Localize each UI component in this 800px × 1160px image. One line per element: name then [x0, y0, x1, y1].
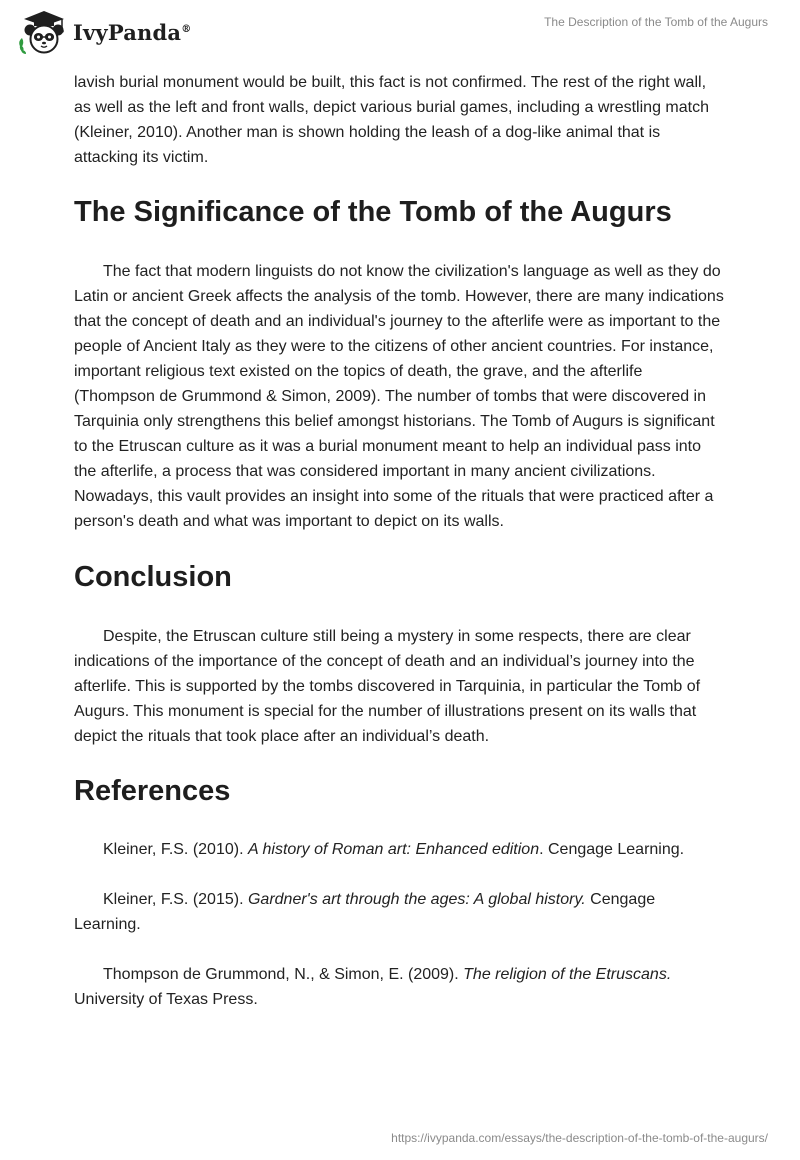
ivypanda-logo[interactable]	[14, 8, 191, 56]
conclusion-heading: Conclusion	[74, 561, 232, 593]
essay-body	[74, 70, 724, 1012]
reference-title: Gardner's art through the ages: A global history.	[247, 891, 586, 908]
intro-paragraph: lavish burial monument would be built, this fact is not confirmed. The rest of the right wall, as well as the left and front walls, depict various burial games, including a wrestling match (Kleiner, 2010). Another man is shown holding the leash of a dog-like animal that is attacking its victim.	[74, 74, 709, 166]
reference-publisher: University of Texas Press.	[74, 991, 258, 1008]
reference-authors: Kleiner, F.S. (2010).	[103, 841, 248, 858]
reference-publisher: . Cengage Learning.	[539, 841, 685, 858]
reference-title: A history of Roman art: Enhanced edition	[247, 841, 540, 858]
reference-authors: Thompson de Grummond, N., & Simon, E. (2009).	[103, 966, 464, 983]
logo-text	[73, 20, 191, 45]
references-heading: References	[74, 775, 231, 807]
panda-graduate-icon	[14, 8, 70, 56]
source-url[interactable]: https://ivypanda.com/essays/the-description-of-the-tomb-of-the-augurs/	[391, 1131, 768, 1145]
logo-wordmark: IvyPanda	[73, 19, 182, 45]
reference-item	[74, 887, 724, 937]
document-title: The Description of the Tomb of the Augurs	[544, 15, 768, 29]
registered-mark: ®	[181, 23, 192, 35]
significance-paragraph: The fact that modern linguists do not know the civilization's language as well as they do Latin or ancient Greek affects the analysis of the tomb. However, there are many indications that the concept of death and an individual's journey to the afterlife were as important to the people of Ancient Italy as they were to the citizens of other ancient countries. For instance, important religious text existed on the topics of death, the grave, and the afterlife (Thompson de Grummond & Simon, 2009). The number of tombs that were discovered in Tarquinia only strengthens this belief amongst historians. The Tomb of Augurs is significant to the Etruscan culture as it was a burial monument meant to help an individual pass into the afterlife, a process that was considered important in many ancient civilizations. Nowadays, this vault provides an insight into some of the rituals that were practiced after a person's death and what was important to depict on its walls.	[74, 263, 724, 530]
reference-publisher: Cengage Learning.	[74, 891, 656, 933]
reference-title: The religion of the Etruscans.	[463, 966, 672, 983]
significance-heading: The Significance of the Tomb of the Augurs	[74, 196, 672, 228]
page-header	[0, 0, 800, 64]
reference-authors: Kleiner, F.S. (2015).	[103, 891, 248, 908]
conclusion-paragraph: Despite, the Etruscan culture still being a mystery in some respects, there are clear indications of the importance of the concept of death and an individual’s journey into the afterlife. This is supported by the tombs discovered in Tarquinia, in particular the Tomb of Augurs. This monument is special for the number of illustrations present on its walls that depict the rituals that took place after an individual’s death.	[74, 628, 701, 745]
reference-item	[74, 962, 724, 1012]
reference-item	[74, 837, 724, 862]
